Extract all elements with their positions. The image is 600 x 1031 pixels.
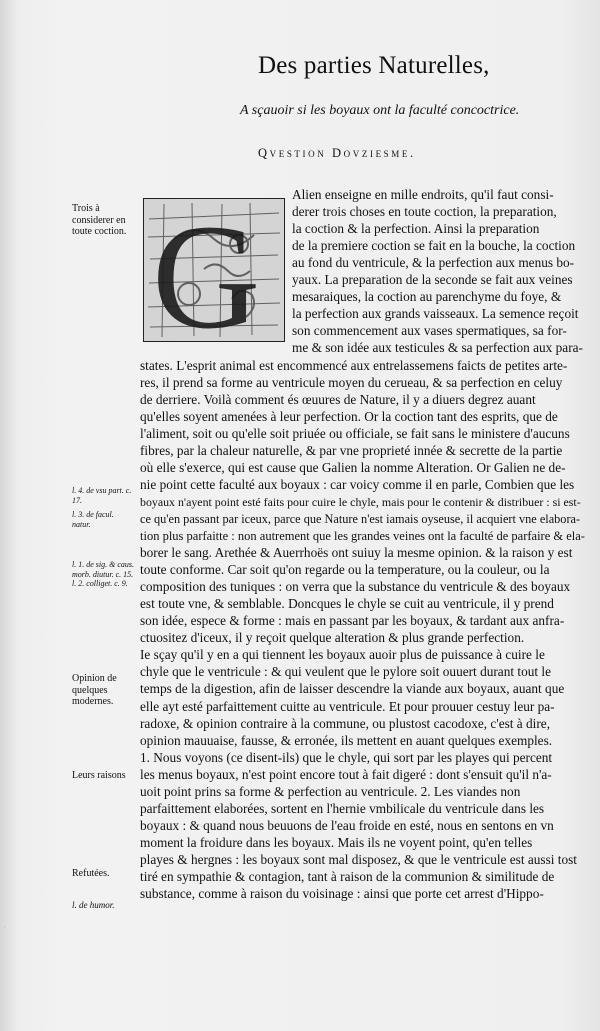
text-line: playes & hergnes : les boyaux sont mal disposez, & que le ventricule est aussi tost: [140, 851, 577, 867]
text-line: mesaraiques, la coction au parenchyme du foye, &: [292, 289, 562, 305]
margin-note: l. 3. de facul. natur.: [72, 510, 114, 529]
text-line: où elle s'exerce, qui est cause que Galien la nomme Alteration. Or Galien ne de-: [140, 459, 566, 475]
text-line: chyle que le ventricule : & qui veulent que le pylore soit ouuert durant tout le: [140, 664, 551, 680]
margin-note: Opinion de quelques modernes.: [72, 673, 117, 707]
text-line: la perfection aux grands vaisseaux. La semence reçoit: [292, 306, 579, 322]
text-line: ctuositez d'iceux, il y reçoit quelque alteration & plus grande perfection.: [140, 630, 525, 646]
margin-note: l. 4. de vsu part. c. 17.: [72, 486, 132, 505]
text-line: de la premiere coction se fait en la bouche, la coction: [292, 238, 576, 254]
library-stamp: ·: [4, 925, 6, 931]
woodcut-scene-icon: [144, 199, 284, 341]
text-line: toute conforme. Car soit qu'on regarde ou la temperature, ou la couleur, ou la: [140, 562, 550, 578]
text-line: temps de la digestion, afin de laisser descendre la viande aux boyaux, auant que: [140, 681, 565, 697]
margin-note: l. de humor.: [72, 900, 115, 910]
text-line: elle ayt esté parfaittement cuitte au ventricule. Et pour prouuer cestuy leur pa-: [140, 698, 555, 714]
text-line: la coction & la perfection. Ainsi la preparation: [292, 221, 540, 237]
text-line: boyaux : & quand nous beuuons de l'eau froide en esté, nous en sentons en vn: [140, 817, 554, 833]
text-line: son idée, espece & forme : mais en passant par les boyaux, & tardant aux anfra-: [140, 613, 565, 629]
decorated-initial-woodcut: [143, 198, 285, 342]
text-line: boyaux n'ayent point esté faits pour cuire le chyle, mais pour le contenir & distribuer : si est-: [140, 494, 581, 509]
margin-note: Leurs raisons: [72, 770, 126, 781]
margin-note: Trois à considerer en toute coction.: [72, 203, 127, 237]
text-line: parfaittement elaborées, sortent en l'hernie vmbilicale du ventricule dans les: [140, 800, 545, 816]
text-line: est toute vne, & semblable. Doncques le chyle se cuit au ventricule, il y prend: [140, 596, 554, 612]
initial-letter: G: [152, 199, 261, 341]
text-line: states. L'esprit animal est encommencé aux entrelassemens faicts de petites arte-: [140, 357, 568, 373]
text-line: borer le sang. Arethée & Auerrhoës ont suiuy la mesme opinion. & la raison y est: [140, 545, 573, 561]
question-heading: Qvestion Dovziesme.: [258, 146, 416, 160]
text-line: ce qu'en passant par iceux, parce que Nature n'est iamais oyseuse, il acquiert vne elabora-: [140, 511, 581, 526]
text-line: au fond du ventricule, & la perfection aux menus bo-: [292, 255, 575, 271]
text-line: yaux. La preparation de la seconde se fait aux veines: [292, 272, 573, 288]
text-line: substance, comme à raison du voisinage : ainsi que porte cet arrest d'Hippo-: [140, 886, 544, 902]
text-line: moment la froidure dans les boyaux. Mais ils ne voyent point, qu'en telles: [140, 834, 533, 850]
text-line: me & son idée aux testicules & sa perfection aux para-: [292, 340, 583, 356]
text-line: nie point cette faculté aux boyaux : car voicy comme il en parle, Combien que les: [140, 476, 575, 492]
text-line: de derriere. Voilà comment és œuures de Nature, il y a diuers degrez auant: [140, 391, 536, 407]
text-line: Alien enseigne en mille endroits, qu'il faut consi-: [292, 187, 554, 202]
margin-note: Refutées.: [72, 868, 110, 879]
margin-note: l. 1. de sig. & caus. morb. diutur. c. 15. l. 2. colliget. c. 9.: [72, 560, 134, 589]
text-line: composition des tuniques : on verra que la substance du ventricule & des boyaux: [140, 579, 571, 595]
text-line: tion plus parfaitte : non autrement que les grandes veines ont la faculté de parfaire & ela-: [140, 529, 585, 543]
text-line: radoxe, & opinion contraire à la commune, ou plustost cacodoxe, c'est à dire,: [140, 715, 551, 731]
text-line: derer trois choses en toute coction, la preparation,: [292, 204, 557, 220]
text-line: l'aliment, soit ou qu'elle soit priuée ou officiale, se fait sans le ministere d'aucuns: [140, 425, 570, 441]
text-line: les menus boyaux, n'est point encore tout à fait digeré : dont s'ensuit qu'il n'a-: [140, 766, 552, 782]
text-line: son commencement aux vases spermatiques, sa for-: [292, 323, 567, 339]
text-line: tiré en sympathie & contagion, tant à raison de la communion & similitude de: [140, 869, 555, 884]
text-line: res, il prend sa forme au ventricule moyen du cerueau, & sa perfection en celuy: [140, 374, 563, 390]
text-line: qu'elles soyent amenées à leur perfection. Or la coction tant des esprits, que de: [140, 408, 558, 424]
text-line: Ie sçay qu'il y en a qui tiennent les boyaux auoir plus de puissance à cuire le: [140, 647, 545, 663]
text-line: 1. Nous voyons (ce disent-ils) que le chyle, qui sort par les playes qui percent: [140, 749, 553, 765]
chapter-subtitle: A sçauoir si les boyaux ont la faculté concoctrice.: [240, 103, 520, 118]
text-line: fibres, par la chaleur naturelle, & par vne proprieté innée & secrette de la partie: [140, 442, 563, 458]
running-title: Des parties Naturelles,: [258, 52, 490, 79]
text-line: opinion mauuaise, fausse, & erronée, ils mettent en auant quelques exemples.: [140, 732, 553, 748]
text-line: uoit point prins sa forme & perfection au ventricule. 2. Les viandes non: [140, 783, 521, 799]
